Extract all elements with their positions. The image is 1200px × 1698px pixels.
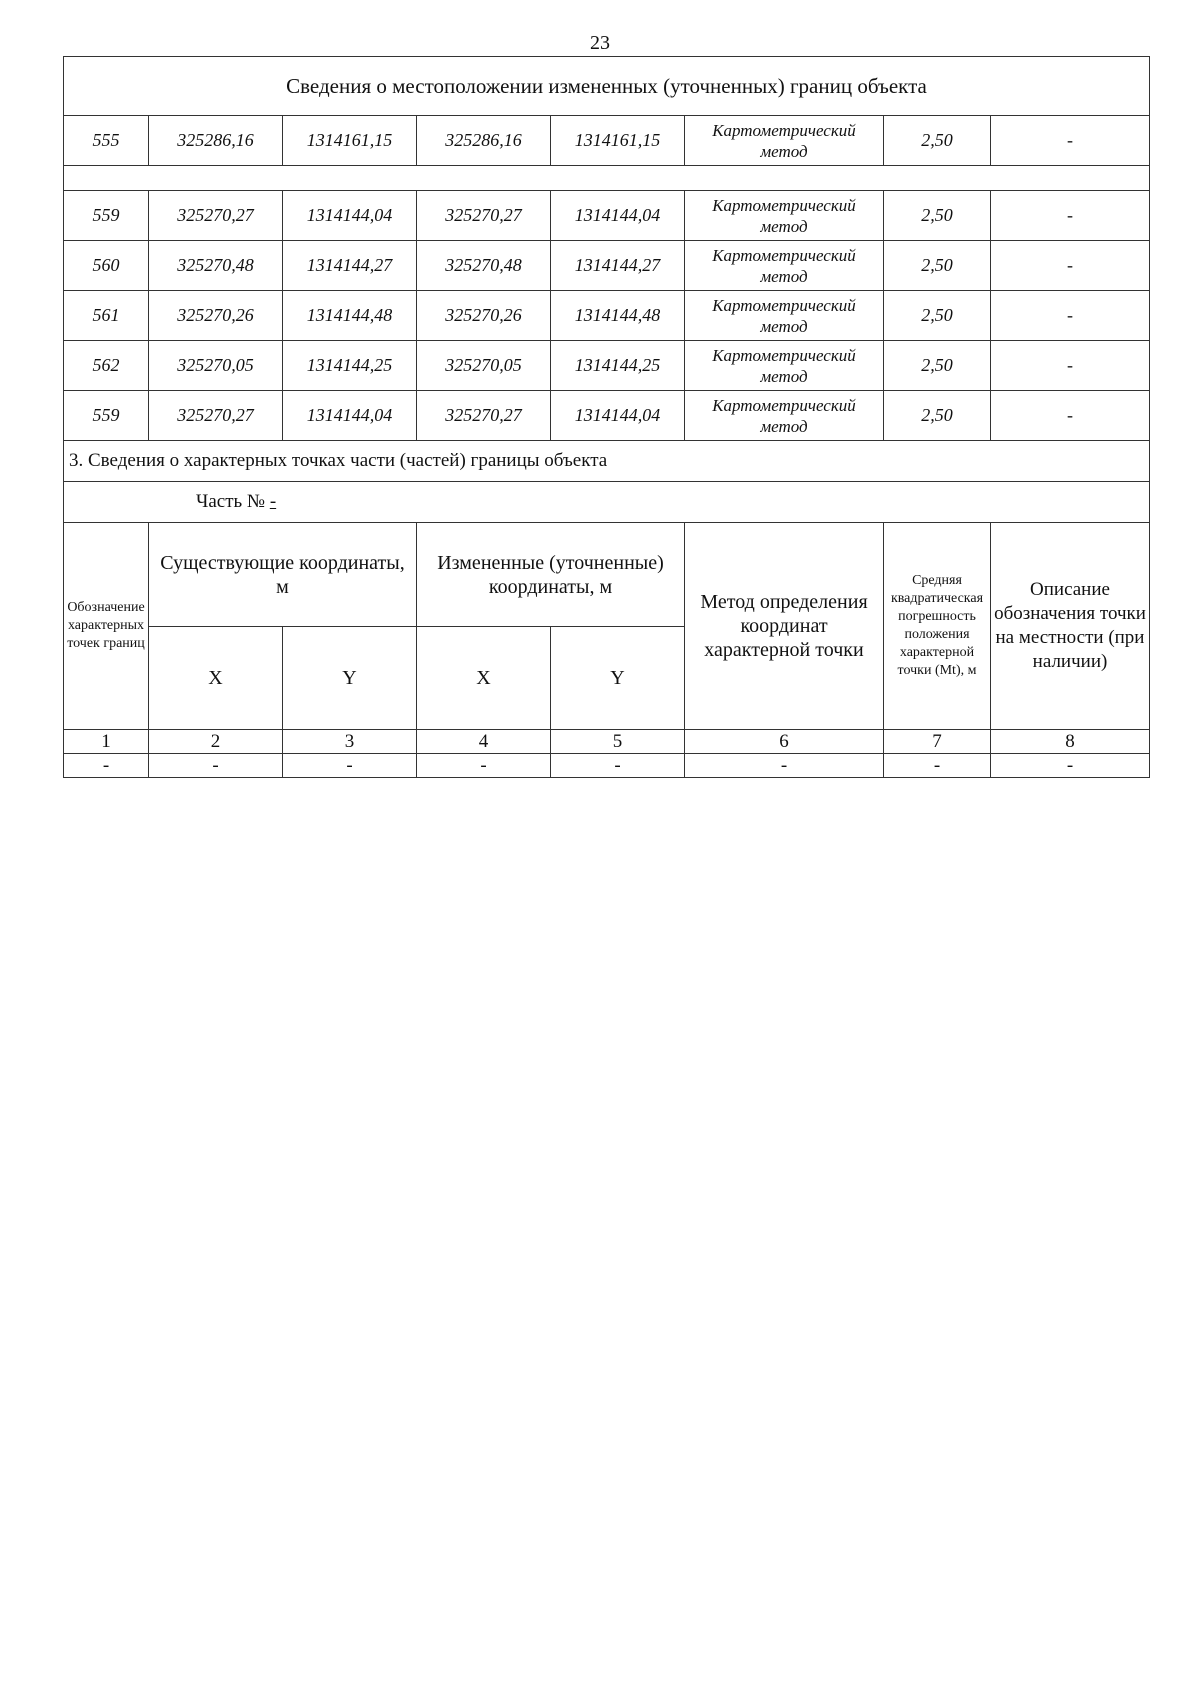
header-method: Метод определения координат характерной точки xyxy=(685,523,884,730)
y-changed-cell: 1314144,48 xyxy=(551,291,685,341)
point-id-cell: 559 xyxy=(64,191,149,241)
error-cell: 2,50 xyxy=(884,291,991,341)
table-row xyxy=(64,241,1150,291)
column-number-cell: 4 xyxy=(417,730,551,754)
column-number-cell: 3 xyxy=(283,730,417,754)
empty-cell: - xyxy=(417,754,551,778)
y-changed-cell: 1314144,04 xyxy=(551,391,685,441)
method-cell: Картометрический метод xyxy=(685,241,884,291)
part-label: Часть № xyxy=(196,491,266,512)
part-number-value: - xyxy=(269,491,277,512)
error-cell: 2,50 xyxy=(884,241,991,291)
header-description: Описание обозначения точки на местности (при наличии) xyxy=(991,523,1150,730)
point-id-cell: 559 xyxy=(64,391,149,441)
error-cell: 2,50 xyxy=(884,116,991,166)
column-number-cell: 5 xyxy=(551,730,685,754)
method-cell: Картометрический метод xyxy=(685,191,884,241)
y-existing-cell: 1314144,04 xyxy=(283,391,417,441)
x-existing-cell: 325286,16 xyxy=(149,116,283,166)
description-cell: - xyxy=(991,291,1150,341)
section-3-title: 3. Сведения о характерных точках части (частей) границы объекта xyxy=(64,441,1150,482)
point-id-cell: 561 xyxy=(64,291,149,341)
header-existing-coords: Существующие координаты, м xyxy=(149,523,417,627)
point-id-cell: 555 xyxy=(64,116,149,166)
coordinates-table xyxy=(63,56,1150,778)
column-number-cell: 2 xyxy=(149,730,283,754)
y-changed-cell: 1314144,27 xyxy=(551,241,685,291)
x-existing-cell: 325270,48 xyxy=(149,241,283,291)
part-number-row xyxy=(64,482,1150,523)
x-changed-cell: 325270,27 xyxy=(417,191,551,241)
column-number-cell: 7 xyxy=(884,730,991,754)
column-number-cell: 8 xyxy=(991,730,1150,754)
empty-cell: - xyxy=(64,754,149,778)
method-cell: Картометрический метод xyxy=(685,116,884,166)
x-changed-cell: 325270,05 xyxy=(417,341,551,391)
empty-cell: - xyxy=(551,754,685,778)
header-y-changed: Y xyxy=(551,627,685,730)
header-changed-coords: Измененные (уточненные) координаты, м xyxy=(417,523,685,627)
x-existing-cell: 325270,26 xyxy=(149,291,283,341)
header-y-existing: Y xyxy=(283,627,417,730)
table-row xyxy=(64,754,1150,778)
table-row xyxy=(64,116,1150,166)
column-number-cell: 1 xyxy=(64,730,149,754)
x-changed-cell: 325286,16 xyxy=(417,116,551,166)
table-row xyxy=(64,191,1150,241)
header-x-existing: X xyxy=(149,627,283,730)
x-changed-cell: 325270,26 xyxy=(417,291,551,341)
error-cell: 2,50 xyxy=(884,191,991,241)
method-cell: Картометрический метод xyxy=(685,341,884,391)
empty-cell: - xyxy=(685,754,884,778)
y-existing-cell: 1314161,15 xyxy=(283,116,417,166)
blank-cell xyxy=(64,166,1150,191)
y-existing-cell: 1314144,27 xyxy=(283,241,417,291)
x-existing-cell: 325270,27 xyxy=(149,391,283,441)
method-cell: Картометрический метод xyxy=(685,391,884,441)
x-existing-cell: 325270,05 xyxy=(149,341,283,391)
description-cell: - xyxy=(991,391,1150,441)
table-title: Сведения о местоположении измененных (уточненных) границ объекта xyxy=(64,57,1150,116)
empty-cell: - xyxy=(991,754,1150,778)
y-existing-cell: 1314144,04 xyxy=(283,191,417,241)
description-cell: - xyxy=(991,116,1150,166)
description-cell: - xyxy=(991,341,1150,391)
point-id-cell: 560 xyxy=(64,241,149,291)
table-row xyxy=(64,341,1150,391)
header-x-changed: X xyxy=(417,627,551,730)
y-changed-cell: 1314144,04 xyxy=(551,191,685,241)
empty-cell: - xyxy=(283,754,417,778)
empty-cell: - xyxy=(884,754,991,778)
y-changed-cell: 1314161,15 xyxy=(551,116,685,166)
error-cell: 2,50 xyxy=(884,391,991,441)
empty-cell: - xyxy=(149,754,283,778)
description-cell: - xyxy=(991,191,1150,241)
table-row xyxy=(64,291,1150,341)
x-changed-cell: 325270,27 xyxy=(417,391,551,441)
page-number: 23 xyxy=(590,32,610,54)
table-row xyxy=(64,391,1150,441)
y-changed-cell: 1314144,25 xyxy=(551,341,685,391)
blank-row xyxy=(64,166,1150,191)
point-id-cell: 562 xyxy=(64,341,149,391)
description-cell: - xyxy=(991,241,1150,291)
y-existing-cell: 1314144,48 xyxy=(283,291,417,341)
error-cell: 2,50 xyxy=(884,341,991,391)
x-changed-cell: 325270,48 xyxy=(417,241,551,291)
y-existing-cell: 1314144,25 xyxy=(283,341,417,391)
header-error: Средняя квадратическая погрешность положения характерной точки (Mt), м xyxy=(884,523,991,730)
column-number-cell: 6 xyxy=(685,730,884,754)
method-cell: Картометрический метод xyxy=(685,291,884,341)
header-designation: Обозначение характерных точек границ xyxy=(64,523,149,730)
x-existing-cell: 325270,27 xyxy=(149,191,283,241)
